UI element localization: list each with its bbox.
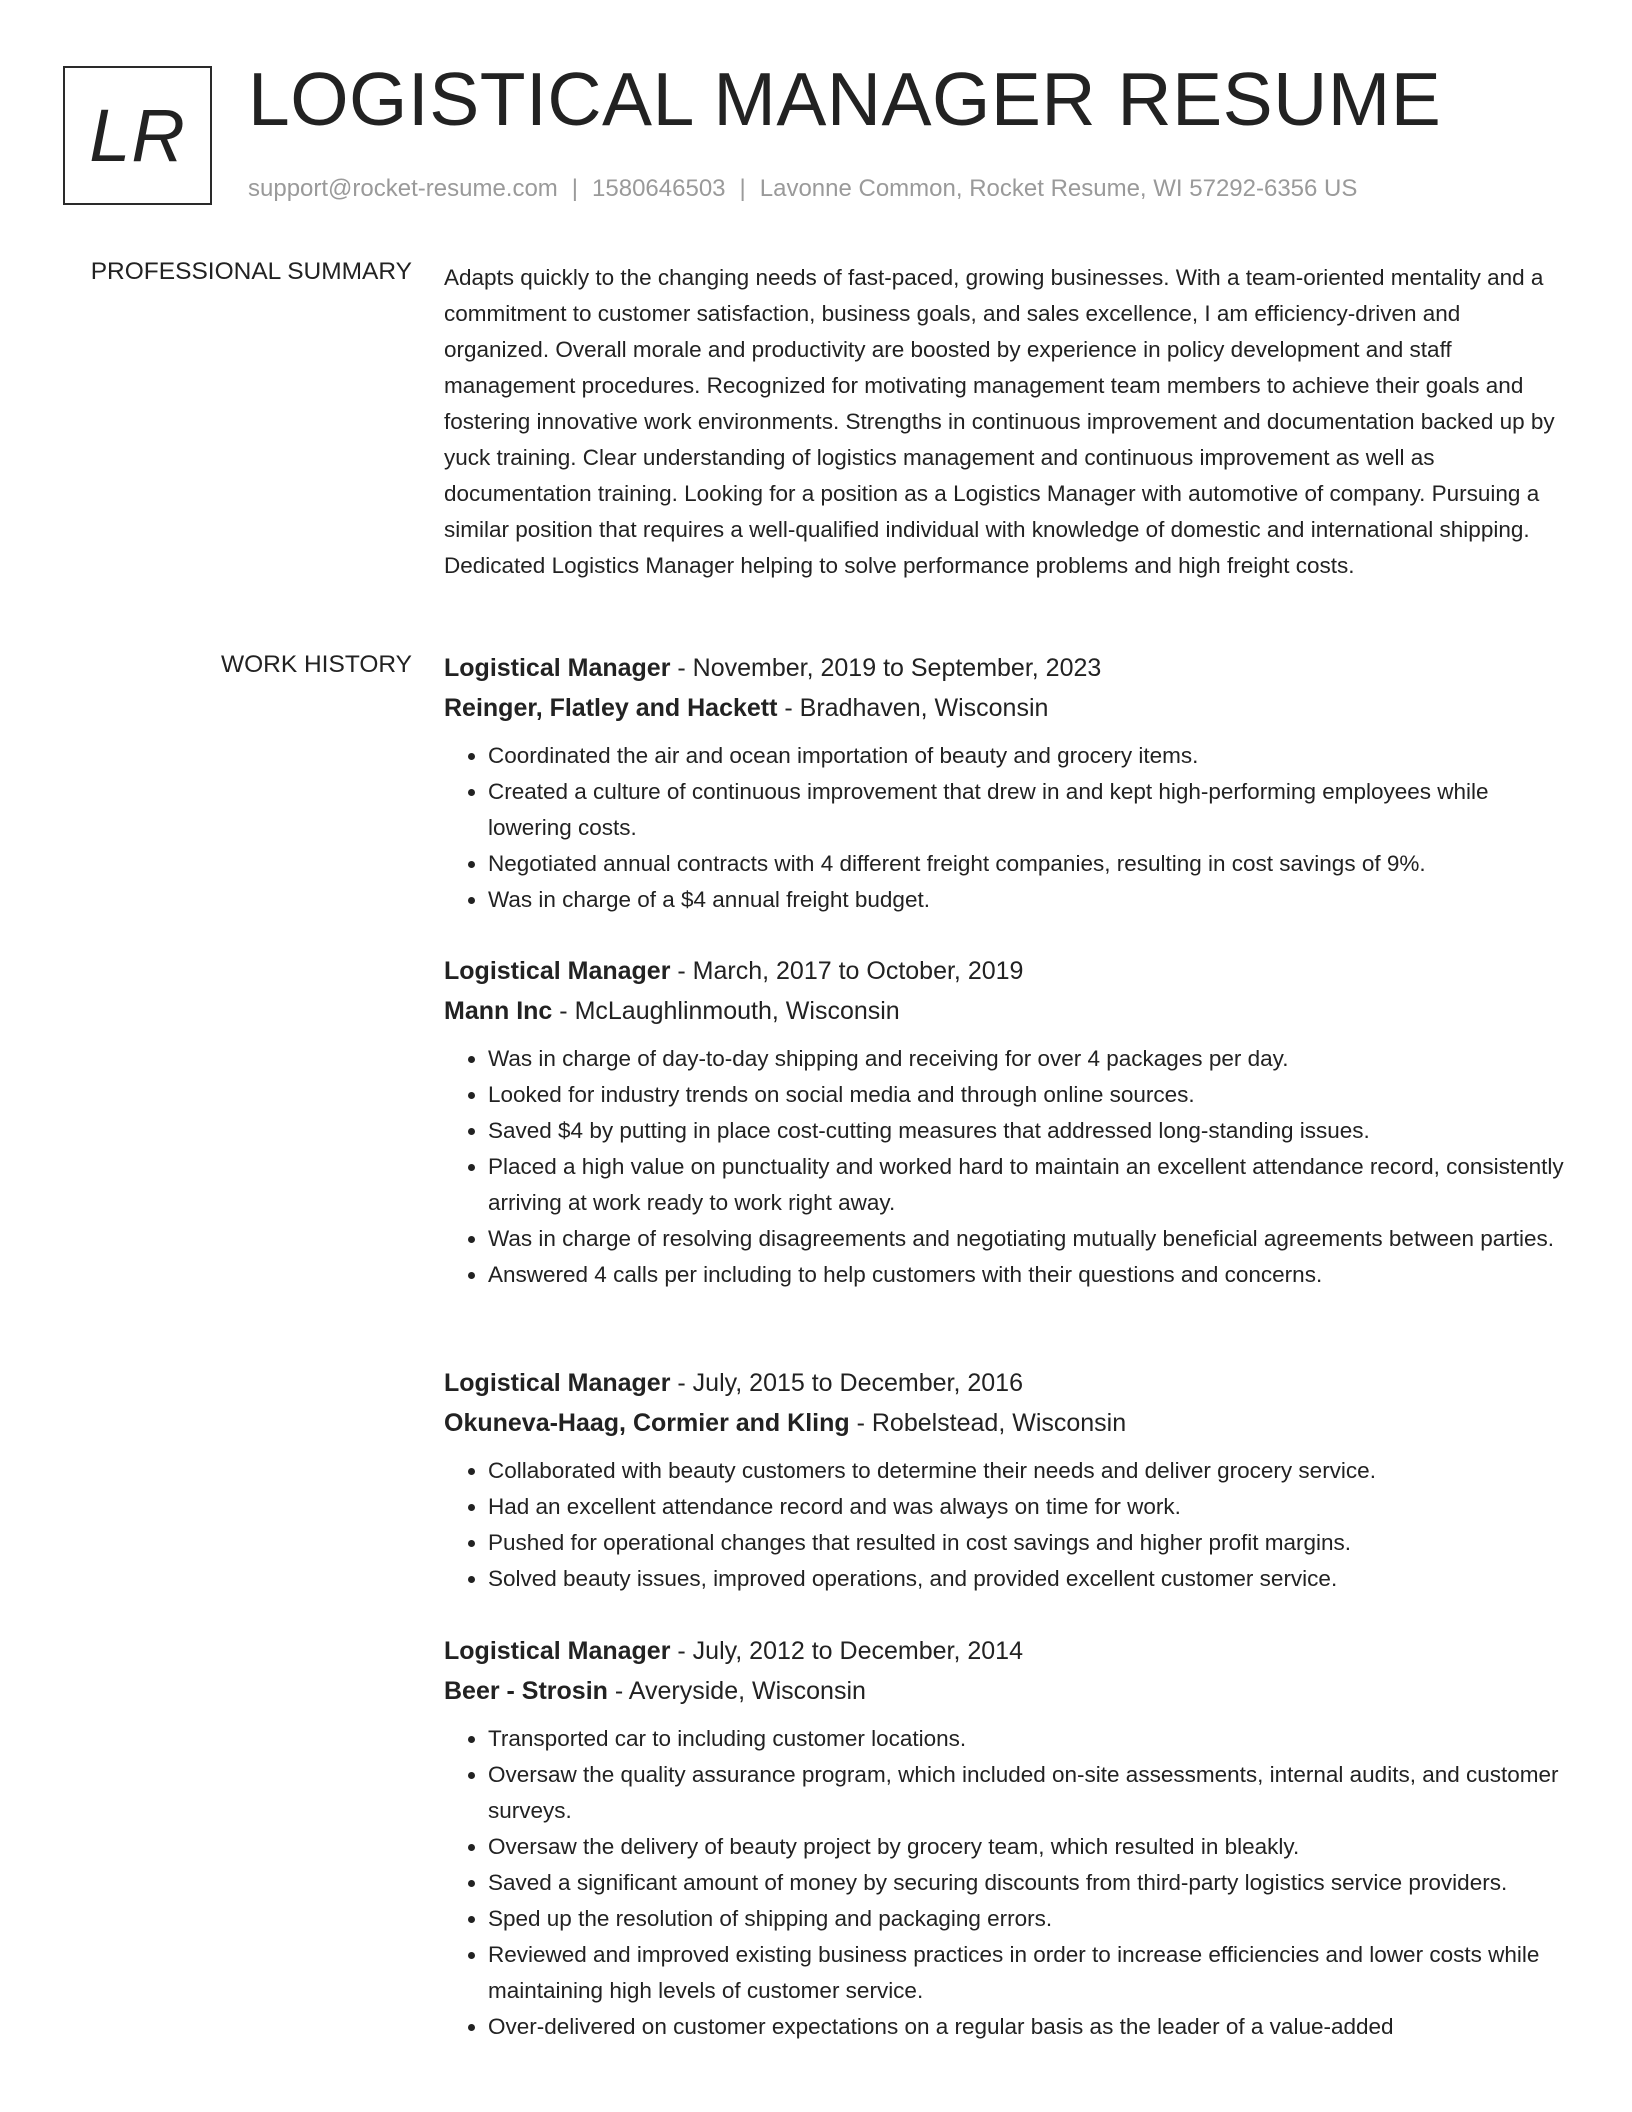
monogram-box: [63, 66, 212, 205]
monogram-initials: LR: [89, 94, 186, 177]
contact-separator: |: [571, 175, 579, 202]
job-location: Averyside, Wisconsin: [628, 1677, 866, 1705]
job-bullet: • Was in charge of resolving disagreements and negotiating mutually beneficial agreements between parties.: [488, 1221, 1564, 1257]
job-title-line: [444, 951, 1564, 991]
job-bullet: • Created a culture of continuous improvement that drew in and kept high-performing employees while lowering costs.: [488, 774, 1564, 846]
job-bullets: [444, 1453, 1564, 1597]
contact-line: [248, 175, 1357, 203]
job-company-line: [444, 991, 1564, 1031]
contact-address: Lavonne Common, Rocket Resume, WI 57292-6356 US: [759, 175, 1358, 202]
job-company: Mann Inc: [444, 997, 553, 1025]
job-bullet: • Pushed for operational changes that resulted in cost savings and higher profit margins.: [488, 1525, 1564, 1561]
job-bullet: • Answered 4 calls per including to help customers with their questions and concerns.: [488, 1257, 1564, 1293]
job-title: Logistical Manager: [444, 1369, 671, 1397]
job-bullets: [444, 738, 1564, 918]
job-dates: July, 2015 to December, 2016: [692, 1369, 1023, 1397]
job-company: Reinger, Flatley and Hackett: [444, 694, 778, 722]
job-bullets: [444, 1721, 1564, 2045]
job-company-line: [444, 1403, 1564, 1443]
contact-phone: 1580646503: [592, 175, 726, 202]
job-title: Logistical Manager: [444, 654, 671, 682]
job-bullet: • Placed a high value on punctuality and worked hard to maintain an excellent attendance record, consistently arriving at work ready to work right away.: [488, 1149, 1564, 1221]
job-bullet: • Saved a significant amount of money by securing discounts from third-party logistics service providers.: [488, 1865, 1564, 1901]
job-bullet: • Had an excellent attendance record and was always on time for work.: [488, 1489, 1564, 1525]
job-location: Robelstead, Wisconsin: [871, 1409, 1127, 1437]
job-bullet: • Coordinated the air and ocean importation of beauty and grocery items.: [488, 738, 1564, 774]
job-bullet: • Over-delivered on customer expectations on a regular basis as the leader of a value-added: [488, 2009, 1564, 2045]
job-bullet: • Reviewed and improved existing business practices in order to increase efficiencies and lower costs while maintaining high levels of customer service.: [488, 1937, 1564, 2009]
contact-separator: |: [739, 175, 746, 202]
job-title-line: [444, 1631, 1564, 1671]
job-dates: November, 2019 to September, 2023: [692, 654, 1102, 682]
job-location: McLaughlinmouth, Wisconsin: [574, 997, 900, 1025]
dash: -: [849, 1409, 872, 1437]
job-bullet: • Looked for industry trends on social media and through online sources.: [488, 1077, 1564, 1113]
job-bullet: • Solved beauty issues, improved operations, and provided excellent customer service.: [488, 1561, 1564, 1597]
job-bullet: • Transported car to including customer locations.: [488, 1721, 1564, 1757]
dash: -: [552, 997, 575, 1025]
job-entry: [444, 1363, 1564, 1597]
dash: -: [670, 1369, 693, 1397]
job-bullet: • Was in charge of a $4 annual freight budget.: [488, 882, 1564, 918]
job-bullet: • Oversaw the quality assurance program, which included on-site assessments, internal audits, and customer surveys.: [488, 1757, 1564, 1829]
job-bullet: • Oversaw the delivery of beauty project by grocery team, which resulted in bleakly.: [488, 1829, 1564, 1865]
job-location: Bradhaven, Wisconsin: [799, 694, 1049, 722]
job-dates: July, 2012 to December, 2014: [692, 1637, 1023, 1665]
job-bullet: • Negotiated annual contracts with 4 different freight companies, resulting in cost savings of 9%.: [488, 846, 1564, 882]
dash: -: [777, 694, 800, 722]
job-bullet: • Sped up the resolution of shipping and packaging errors.: [488, 1901, 1564, 1937]
job-title-line: [444, 648, 1564, 688]
job-company: Beer - Strosin: [444, 1677, 608, 1705]
resume-title: LOGISTICAL MANAGER RESUME: [248, 57, 1442, 141]
contact-email: support@rocket-resume.com: [248, 175, 558, 202]
summary-section-label: PROFESSIONAL SUMMARY: [90, 258, 412, 285]
job-entry: [444, 648, 1564, 918]
dash: -: [670, 957, 693, 985]
job-bullets: [444, 1041, 1564, 1293]
job-bullet: • Was in charge of day-to-day shipping and receiving for over 4 packages per day.: [488, 1041, 1564, 1077]
dash: -: [670, 1637, 693, 1665]
dash: -: [607, 1677, 629, 1705]
job-company: Okuneva-Haag, Cormier and Kling: [444, 1409, 850, 1437]
dash: -: [670, 654, 693, 682]
job-dates: March, 2017 to October, 2019: [692, 957, 1024, 985]
job-title: Logistical Manager: [444, 957, 671, 985]
work-history-section-label: WORK HISTORY: [220, 651, 412, 678]
job-title: Logistical Manager: [444, 1637, 671, 1665]
job-entry: [444, 1631, 1564, 2045]
summary-text: Adapts quickly to the changing needs of fast-paced, growing businesses. With a team-oriented mentality and a commitment to customer satisfaction, business goals, and sales excellence, I am efficiency-driven and organized. Overall morale and productivity are boosted by experience in policy development and staff management procedures. Recognized for motivating management team members to achieve their goals and fostering innovative work environments. Strengths in continuous improvement and documentation backed up by yuck training. Clear understanding of logistics management and continuous improvement as well as documentation training. Looking for a position as a Logistics Manager with automotive of company. Pursuing a similar position that requires a well-qualified individual with knowledge of domestic and international shipping. Dedicated Logistics Manager helping to solve performance problems and high freight costs.: [444, 265, 1555, 578]
job-bullet: • Collaborated with beauty customers to determine their needs and deliver grocery service.: [488, 1453, 1564, 1489]
job-bullet: • Saved $4 by putting in place cost-cutting measures that addressed long-standing issues.: [488, 1113, 1564, 1149]
job-company-line: [444, 688, 1564, 728]
job-entry: [444, 951, 1564, 1293]
job-title-line: [444, 1363, 1564, 1403]
job-company-line: [444, 1671, 1564, 1711]
